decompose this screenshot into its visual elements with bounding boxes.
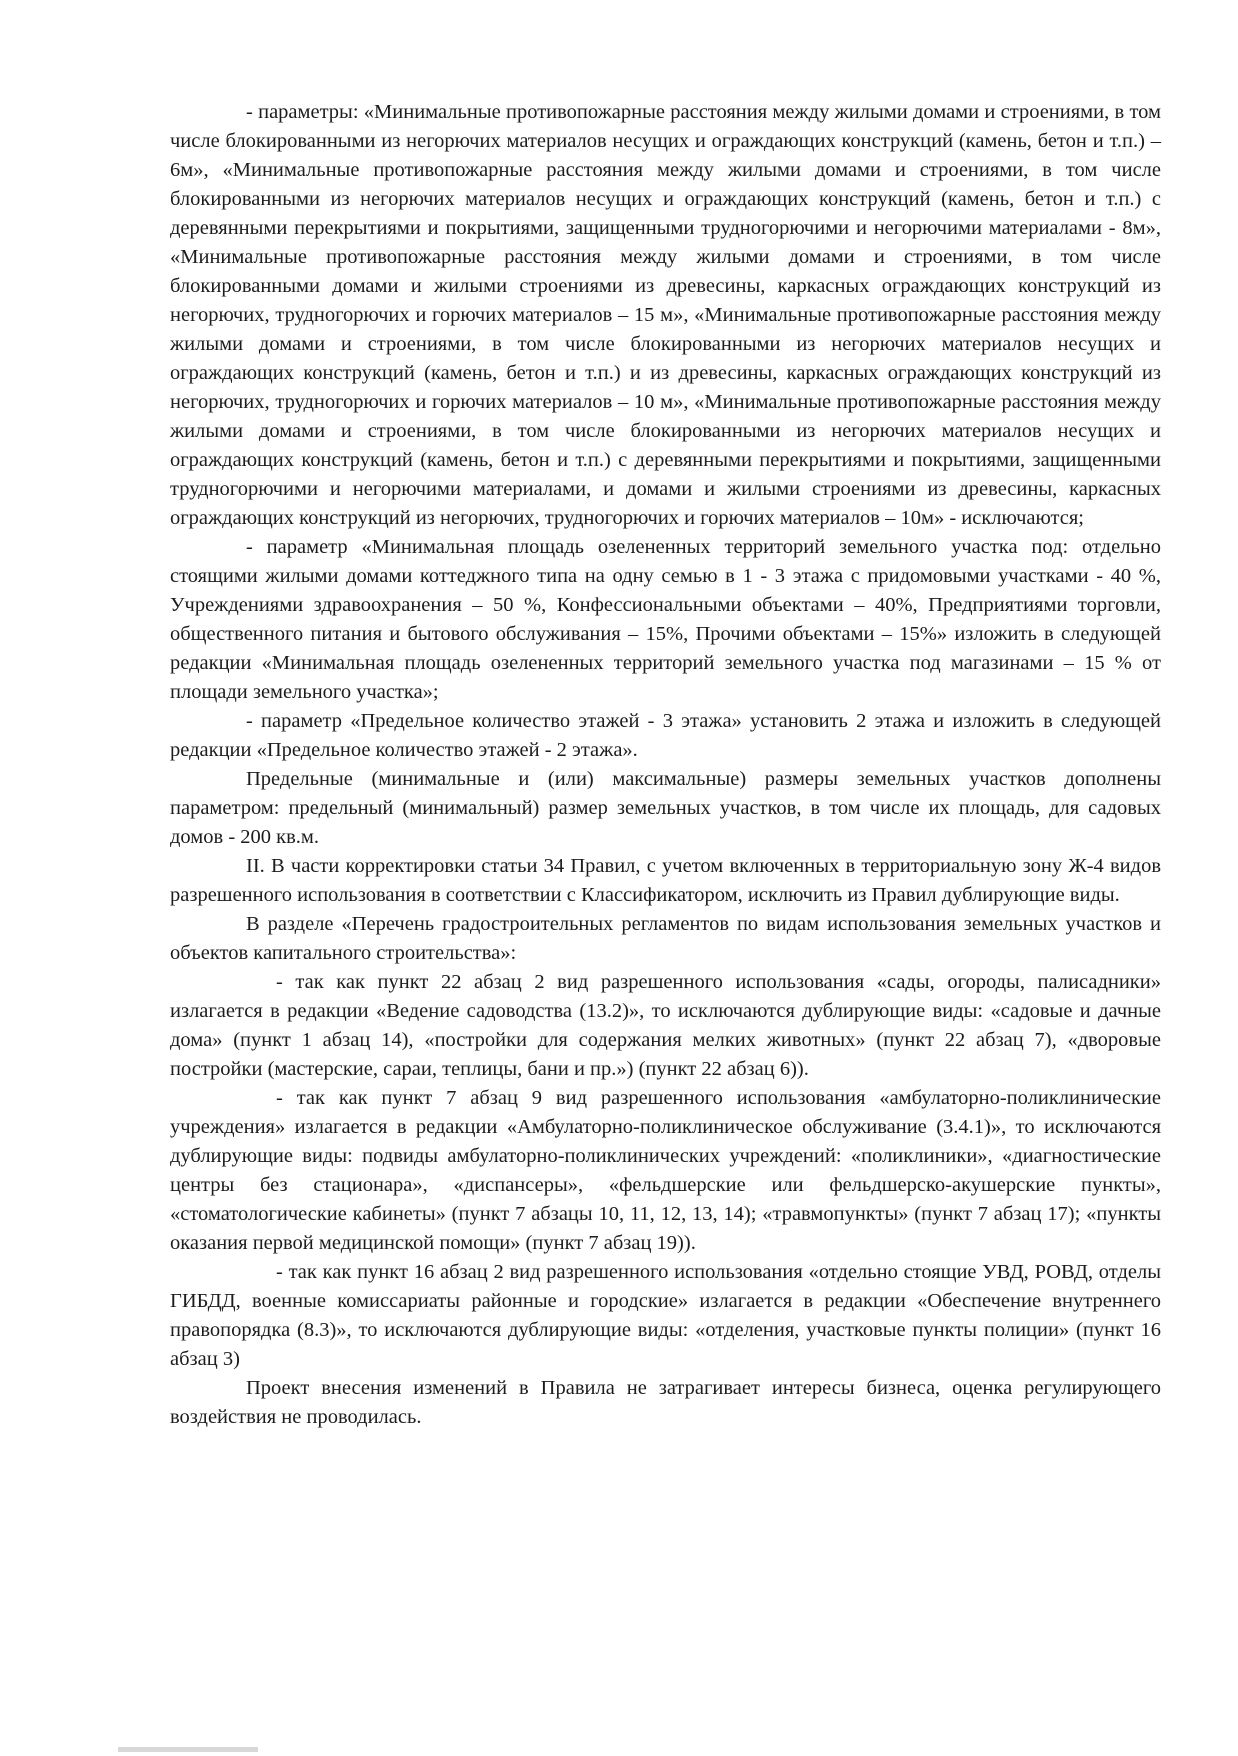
- paragraph-gardening: - так как пункт 22 абзац 2 вид разрешенного использования «сады, огороды, палисадники» излагается в редакции «Ведение садоводства (13.2)», то исключаются дублирующие виды: «садовые и дачные дома» (пункт 1 абзац 14), «постройки для содержания мелких животных» (пункт 22 абзац 7), «дворовые постройки (мастерские, сараи, теплицы, бани и пр.») (пункт 22 абзац 6)).: [170, 971, 1161, 1080]
- paragraph-fire-distances: - параметры: «Минимальные противопожарные расстояния между жилыми домами и строениями, в том числе блокированными из негорючих материалов несущих и ограждающих конструкций (камень, бетон и т.п.) – 6м», «Минимальные противопожарные расстояния между жилыми домами и строениями, в том числе блокированными из негорючих материалов несущих и ограждающих конструкций (камень, бетон и т.п.) с деревянными перекрытиями и покрытиями, защищенными трудногорючими и негорючими материалами - 8м», «Минимальные противопожарные расстояния между жилыми домами и строениями, в том числе блокированными домами и жилыми строениями из древесины, каркасных ограждающих конструкций из негорючих, трудногорючих и горючих материалов – 15 м», «Минимальные противопожарные расстояния между жилыми домами и строениями, в том числе блокированными из негорючих материалов несущих и ограждающих конструкций (камень, бетон и т.п.) и из древесины, каркасных ограждающих конструкций из негорючих, трудногорючих и горючих материалов – 10 м», «Минимальные противопожарные расстояния между жилыми домами и строениями, в том числе блокированными из негорючих материалов несущих и ограждающих конструкций (камень, бетон и т.п.) с деревянными перекрытиями и покрытиями, защищенными трудногорючими и негорючими материалами, и домами и жилыми строениями из древесины, каркасных ограждающих конструкций из негорючих, трудногорючих и горючих материалов – 10м» - исключаются;: [170, 101, 1161, 529]
- paragraph-green-area: - параметр «Минимальная площадь озелененных территорий земельного участка под: отдельно стоящими жилыми домами коттеджного типа на одну семью в 1 - 3 этажа с придомовыми участками - 40 %, Учреждениями здравоохранения – 50 %, Конфессиональными объектами – 40%, Предприятиями торговли, общественного питания и бытового обслуживания – 15%, Прочими объектами – 15%» изложить в следующей редакции «Минимальная площадь озелененных территорий земельного участка под магазинами – 15 % от площади земельного участка»;: [170, 536, 1161, 703]
- paragraph-business-impact: Проект внесения изменений в Правила не затрагивает интересы бизнеса, оценка регулирующего воздействия не проводилась.: [170, 1377, 1161, 1428]
- paragraph-outpatient: - так как пункт 7 абзац 9 вид разрешенного использования «амбулаторно-поликлинические учреждения» излагается в редакции «Амбулаторно-поликлиническое обслуживание (3.4.1)», то исключаются дублирующие виды: подвиды амбулаторно-поликлинических учреждений: «поликлиники», «диагностические центры без стационара», «диспансеры», «фельдшерские или фельдшерско-акушерские пункты», «стоматологические кабинеты» (пункт 7 абзацы 10, 11, 12, 13, 14); «травмопункты» (пункт 7 абзац 17); «пункты оказания первой медицинской помощи» (пункт 7 абзац 19)).: [170, 1087, 1161, 1254]
- paragraph-floor-limit: - параметр «Предельное количество этажей - 3 этажа» установить 2 этажа и изложить в следующей редакции «Предельное количество этажей - 2 этажа».: [170, 710, 1161, 761]
- document-body: [170, 98, 1161, 1432]
- paragraph-police: - так как пункт 16 абзац 2 вид разрешенного использования «отдельно стоящие УВД, РОВД, отделы ГИБДД, военные комиссариаты районные и городские» излагается в редакции «Обеспечение внутреннего правопорядка (8.3)», то исключаются дублирующие виды: «отделения, участковые пункты полиции» (пункт 16 абзац 3): [170, 1261, 1161, 1370]
- paragraph-regulations-section: В разделе «Перечень градостроительных регламентов по видам использования земельных участков и объектов капитального строительства»:: [170, 913, 1161, 964]
- scan-edge-mark: [118, 1747, 258, 1752]
- paragraph-article-34: II. В части корректировки статьи 34 Правил, с учетом включенных в территориальную зону Ж-4 видов разрешенного использования в соответствии с Классификатором, исключить из Правил дублирующие виды.: [170, 855, 1161, 906]
- paragraph-plot-size: Предельные (минимальные и (или) максимальные) размеры земельных участков дополнены параметром: предельный (минимальный) размер земельных участков, в том числе их площадь, для садовых домов - 200 кв.м.: [170, 768, 1161, 848]
